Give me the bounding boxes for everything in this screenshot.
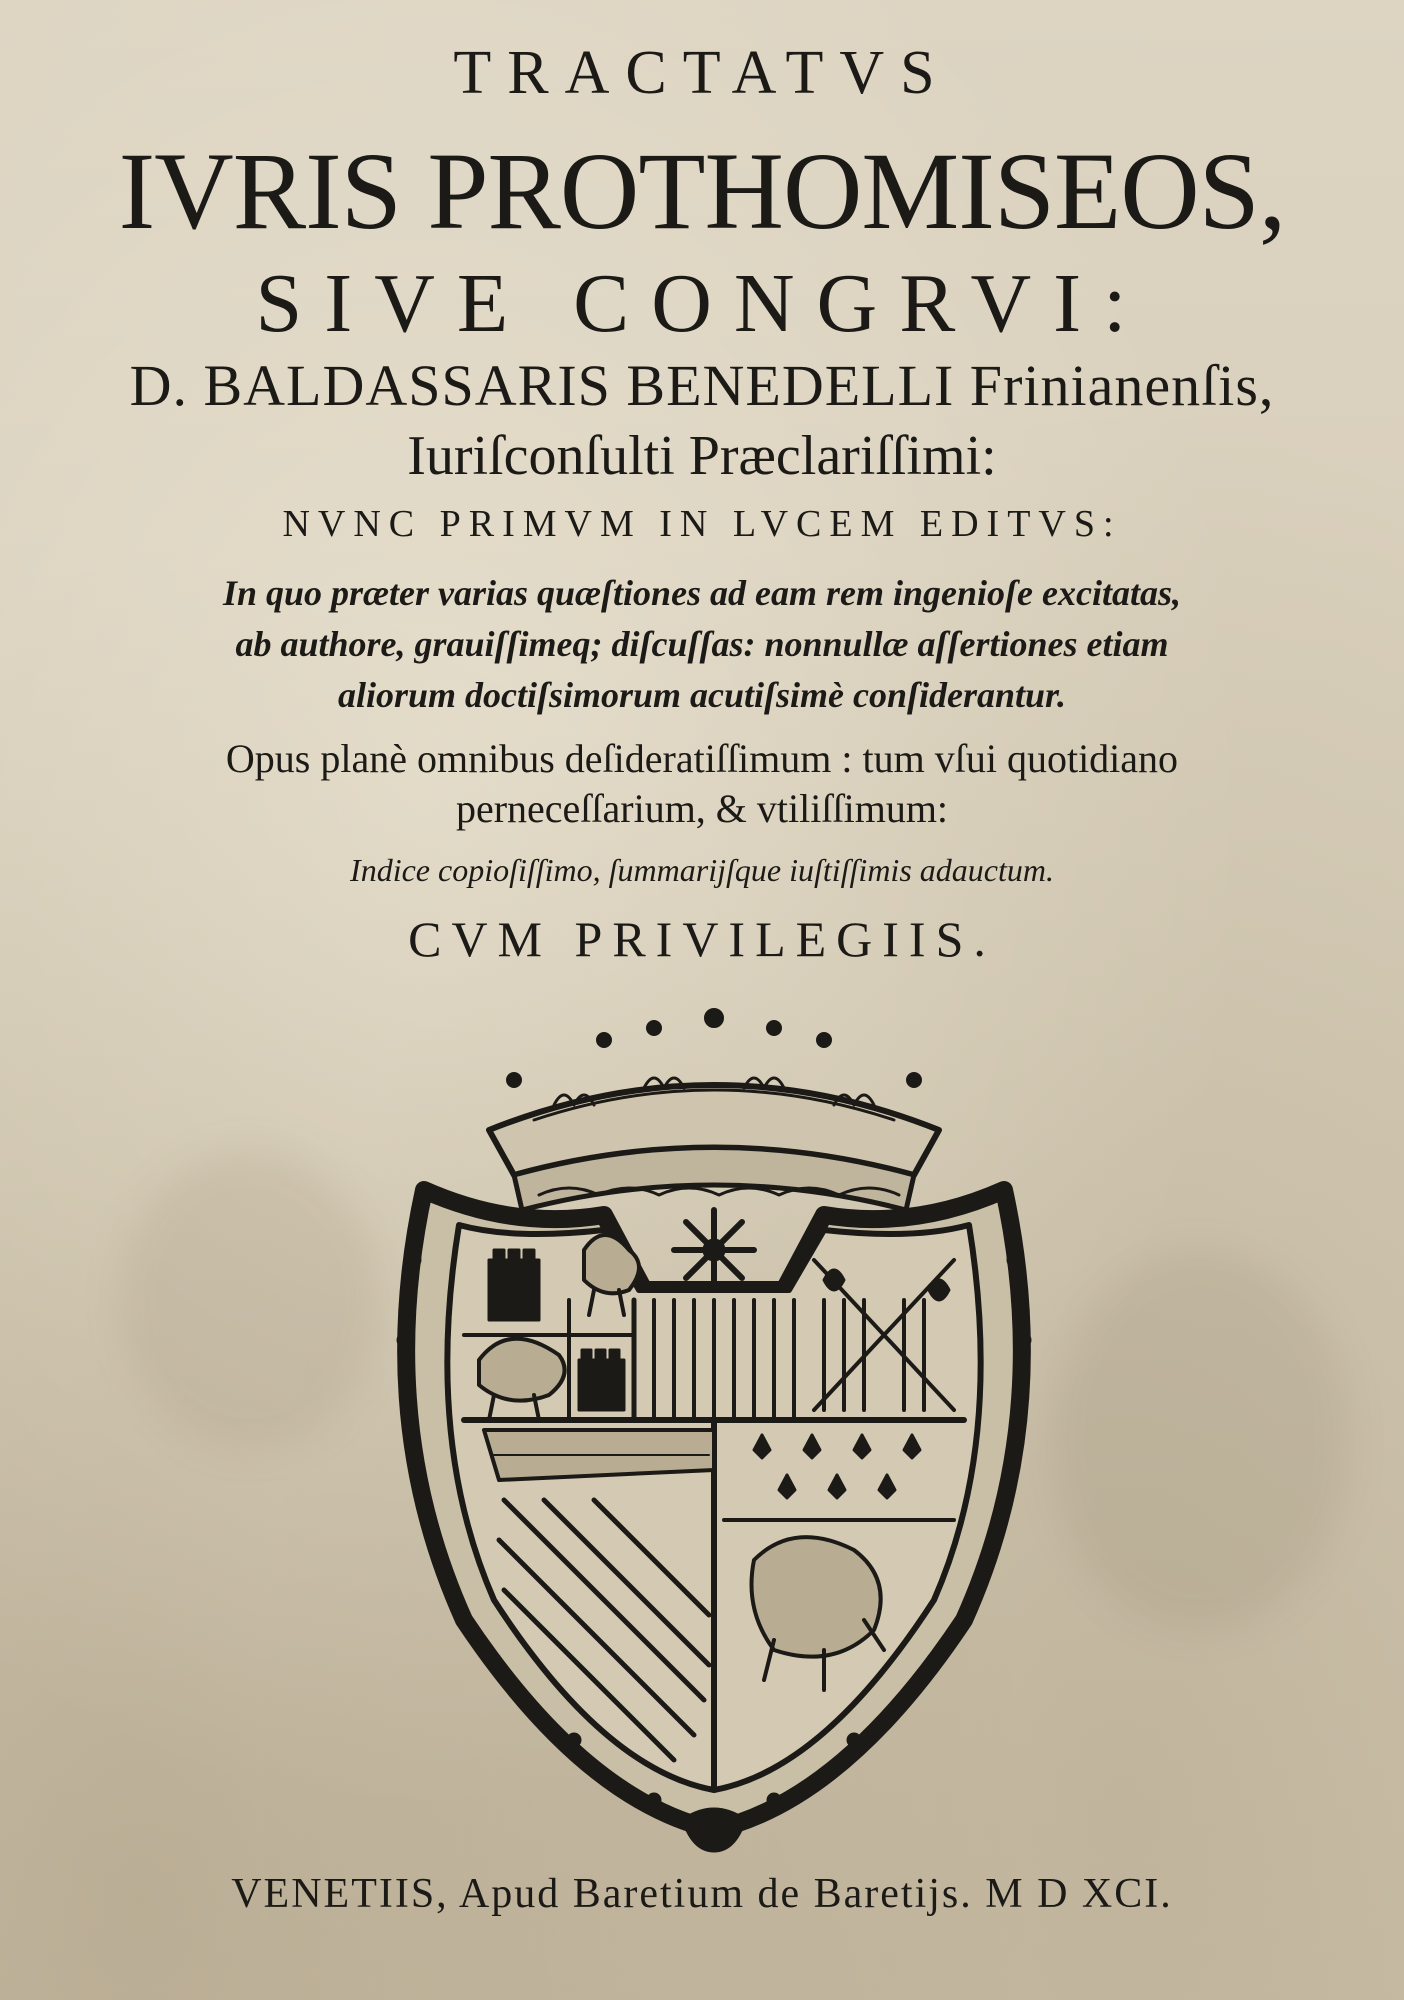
imprint-line: VENETIIS, Apud Baretium de Baretijs. M D XCI.	[231, 1871, 1173, 1917]
author-line: D. BALDASSARIS BENEDELLI Frinianenſis,	[129, 353, 1275, 418]
description-line-1: In quo præter varias quæſtiones ad eam rem ingenioſe excitatas,	[222, 573, 1181, 613]
description-line-3: aliorum doctiſsimorum acutiſsimè conſiderantur.	[337, 675, 1067, 715]
castle-icon	[579, 1350, 624, 1410]
paper-stain	[1050, 1250, 1350, 1630]
title-line-main: IVRIS PROTHOMISEOS,	[118, 130, 1286, 252]
star-icon	[674, 1210, 754, 1290]
privilege-line: CVM PRIVILEGIIS.	[408, 911, 996, 967]
title-line-subtitle: SIVE CONGRVI:	[255, 257, 1149, 350]
crown-icon	[489, 1010, 939, 1210]
praise-line-2: perneceſſarium, & vtiliſſimum:	[455, 786, 949, 831]
pendant-ornament-icon	[684, 1810, 744, 1850]
castle-icon	[489, 1250, 539, 1320]
title-line-tractatus: TRACTATVS	[453, 39, 951, 107]
praise-line-1: Opus planè omnibus deſideratiſſimum : tum vſui quotidiano	[225, 736, 1179, 781]
paper-stain	[120, 1150, 380, 1450]
index-line: Indice copioſiſſimo, ſummarijſque iuſtiſſimis adauctum.	[350, 852, 1054, 888]
edition-line: NVNC PRIMVM IN LVCEM EDITVS:	[282, 503, 1122, 545]
description-line-2: ab authore, grauiſſimeq; diſcuſſas: nonnullæ aſſertiones etiam	[235, 624, 1169, 664]
author-title-line: Iuriſconſulti Præclariſſimi:	[407, 425, 997, 487]
coat-of-arms-emblem	[354, 1000, 1074, 1860]
